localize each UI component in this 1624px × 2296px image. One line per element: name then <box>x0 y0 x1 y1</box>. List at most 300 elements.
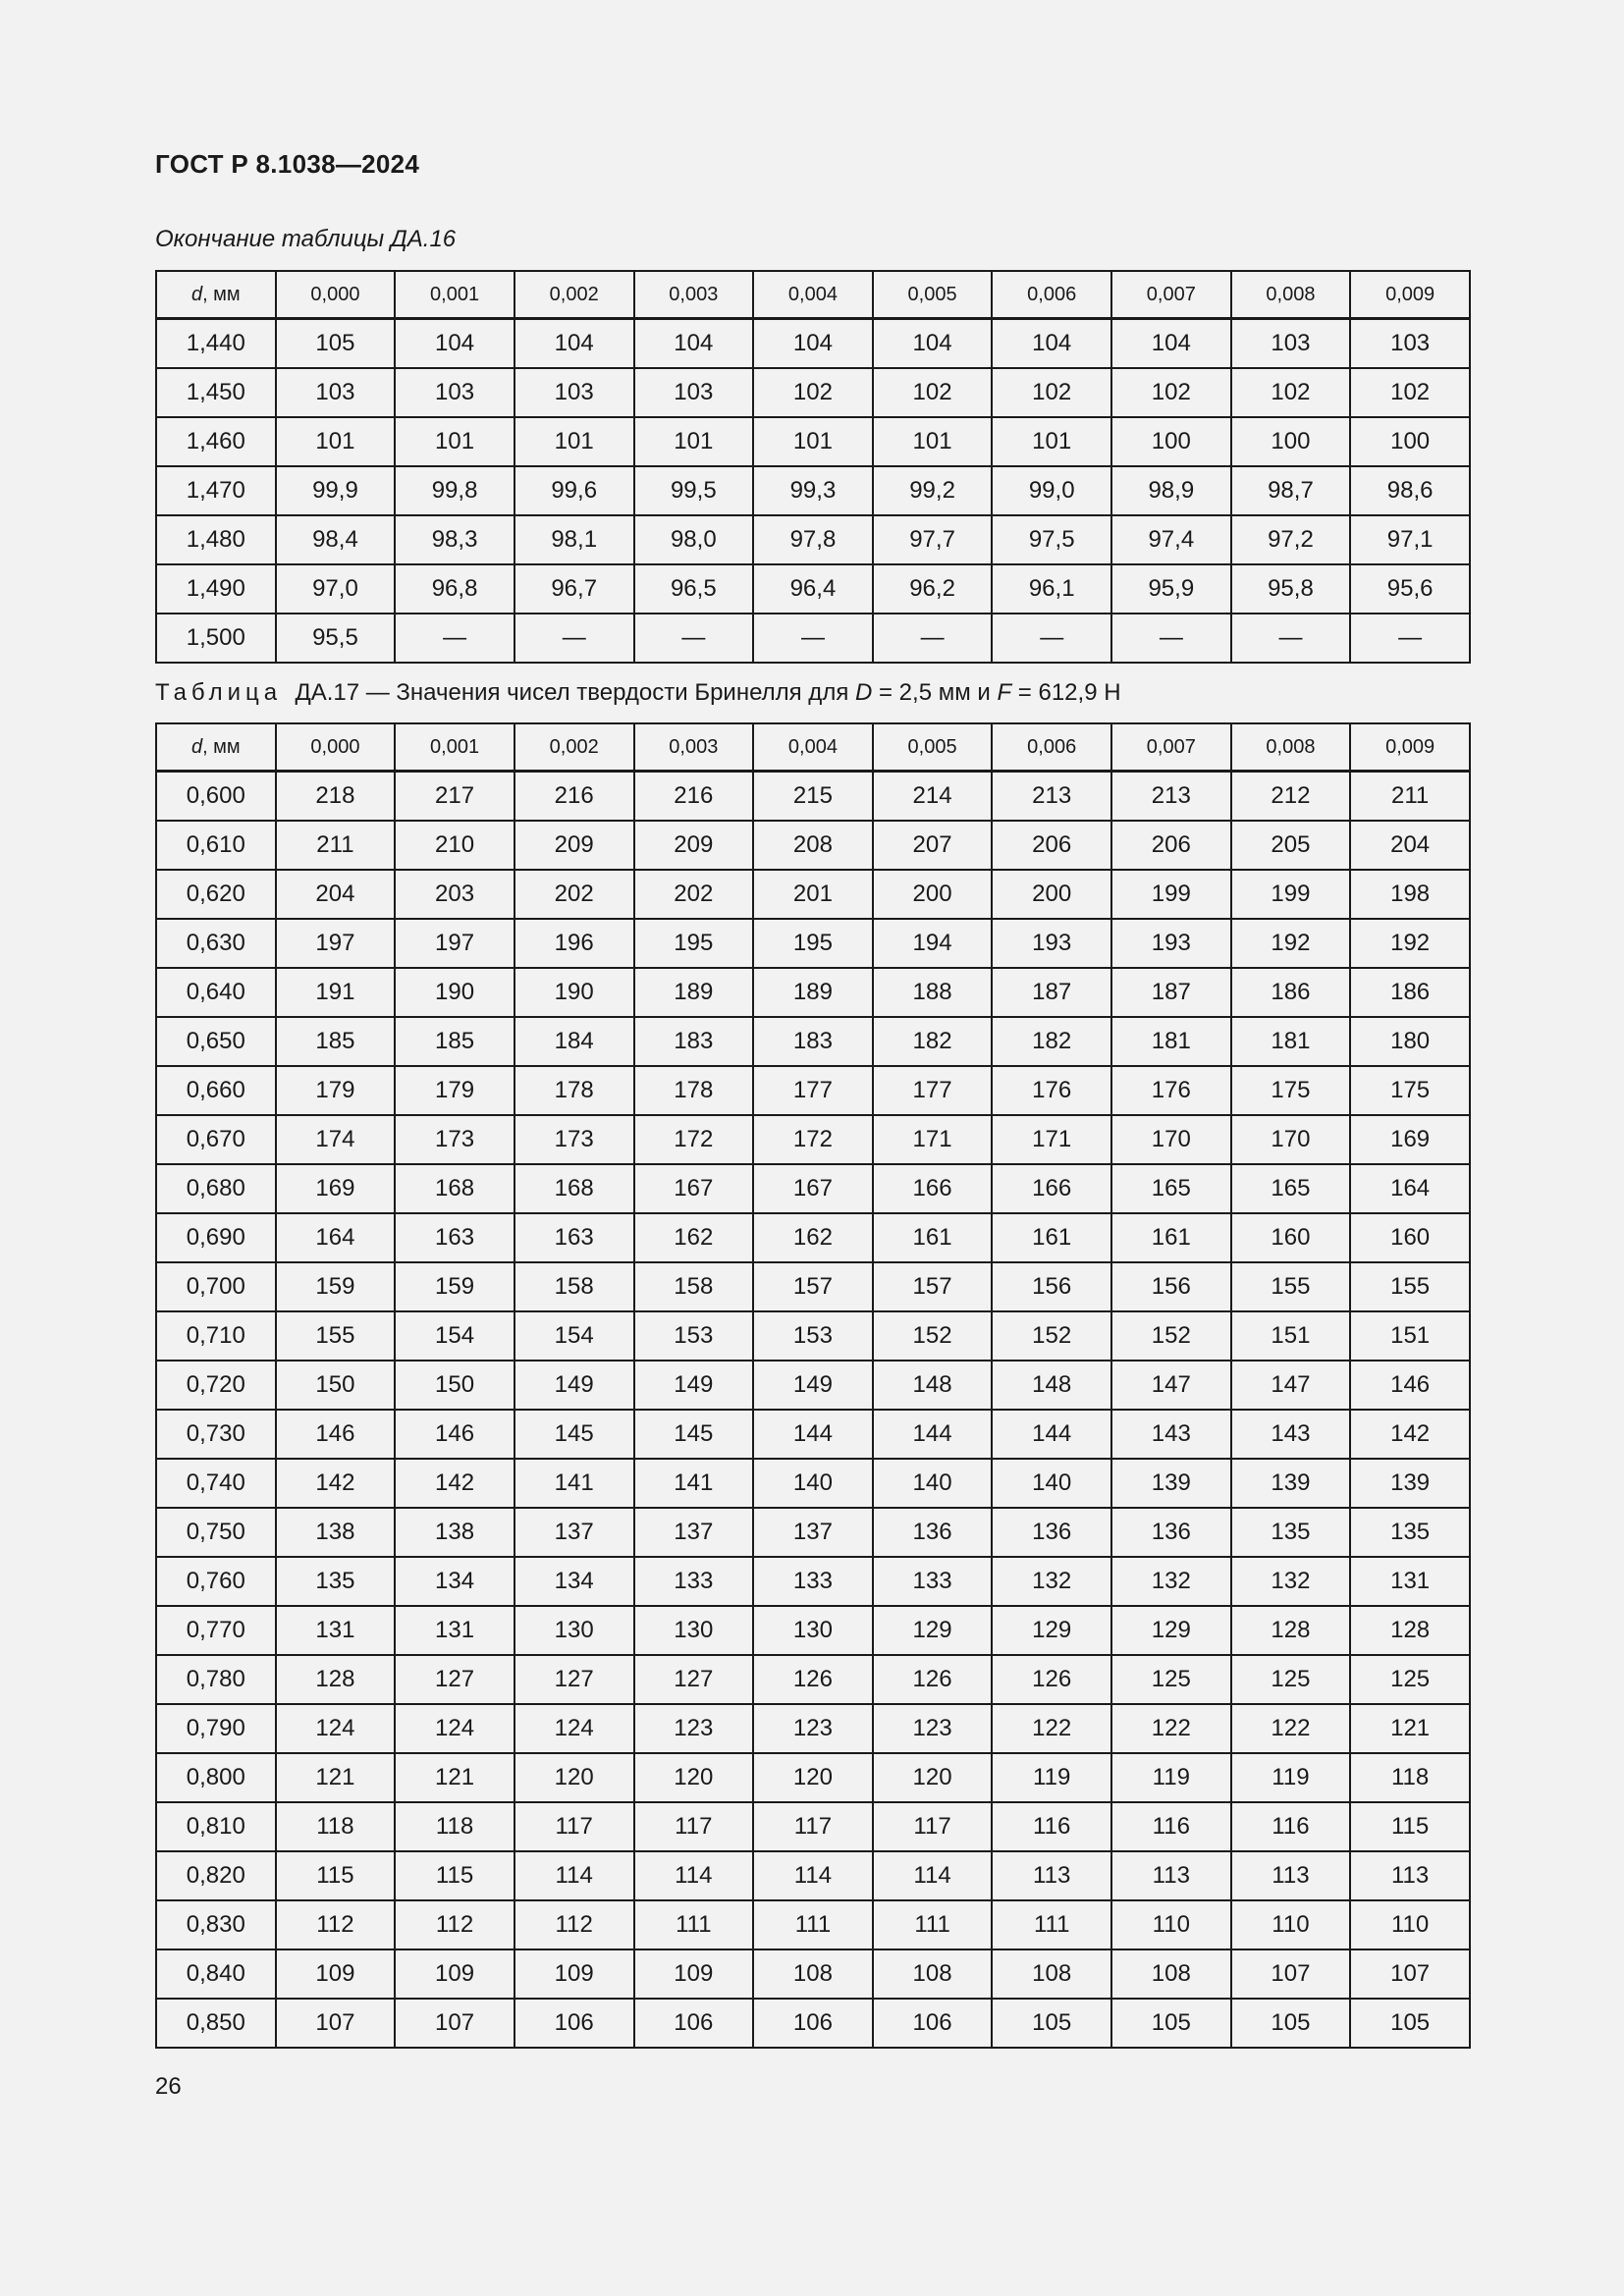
table-cell: 201 <box>753 870 873 919</box>
row-label-d: 0,770 <box>156 1606 276 1655</box>
table-cell: 160 <box>1350 1213 1470 1262</box>
table-cell: 123 <box>873 1704 993 1753</box>
table-17-title-text-3: = 612,9 Н <box>1011 679 1121 706</box>
table-cell: 151 <box>1350 1311 1470 1361</box>
table-cell: 106 <box>753 1999 873 2048</box>
table-cell: 124 <box>514 1704 634 1753</box>
table-cell: 119 <box>992 1753 1111 1802</box>
table-cell: 131 <box>1350 1557 1470 1606</box>
table-cell: 199 <box>1111 870 1231 919</box>
table-cell: 103 <box>514 368 634 417</box>
table-cell: — <box>1111 614 1231 663</box>
table-cell: — <box>1350 614 1470 663</box>
table-cell: — <box>634 614 754 663</box>
table-row <box>156 1164 1470 1213</box>
table-cell: 173 <box>514 1115 634 1164</box>
table-cell: 109 <box>514 1949 634 1999</box>
row-label-d: 1,440 <box>156 319 276 369</box>
table-cell: 196 <box>514 919 634 968</box>
table-cell: 156 <box>1111 1262 1231 1311</box>
table-row <box>156 1999 1470 2048</box>
table-cell: 99,3 <box>753 466 873 515</box>
table-cell: 175 <box>1350 1066 1470 1115</box>
table-cell: 96,5 <box>634 564 754 614</box>
table-cell: 104 <box>514 319 634 369</box>
column-header: 0,002 <box>514 723 634 772</box>
table-cell: 113 <box>1350 1851 1470 1900</box>
row-label-d: 0,810 <box>156 1802 276 1851</box>
column-header: 0,006 <box>992 271 1111 319</box>
table-16-head <box>156 271 1470 319</box>
table-cell: 99,2 <box>873 466 993 515</box>
table-cell: 111 <box>992 1900 1111 1949</box>
table-cell: 104 <box>992 319 1111 369</box>
table-cell: 97,0 <box>276 564 396 614</box>
table-cell: 188 <box>873 968 993 1017</box>
table-cell: 143 <box>1111 1410 1231 1459</box>
table-cell: 139 <box>1231 1459 1351 1508</box>
table-cell: 108 <box>873 1949 993 1999</box>
row-label-d: 0,730 <box>156 1410 276 1459</box>
table-cell: 124 <box>395 1704 514 1753</box>
table-cell: 167 <box>634 1164 754 1213</box>
table-cell: 102 <box>753 368 873 417</box>
table-cell: 183 <box>753 1017 873 1066</box>
table-cell: 144 <box>992 1410 1111 1459</box>
table-cell: 180 <box>1350 1017 1470 1066</box>
table-cell: 102 <box>1350 368 1470 417</box>
row-label-d: 0,610 <box>156 821 276 870</box>
header-row <box>156 271 1470 319</box>
table-row <box>156 1115 1470 1164</box>
table-cell: 203 <box>395 870 514 919</box>
table-row <box>156 1851 1470 1900</box>
table-cell: 174 <box>276 1115 396 1164</box>
table-row <box>156 1213 1470 1262</box>
table-cell: 98,1 <box>514 515 634 564</box>
table-17-head <box>156 723 1470 772</box>
table-cell: 150 <box>395 1361 514 1410</box>
table-cell: 117 <box>753 1802 873 1851</box>
table-row <box>156 564 1470 614</box>
table-cell: 99,5 <box>634 466 754 515</box>
table-cell: 96,4 <box>753 564 873 614</box>
table-cell: 119 <box>1111 1753 1231 1802</box>
table-cell: 141 <box>634 1459 754 1508</box>
table-cell: 151 <box>1231 1311 1351 1361</box>
table-cell: 210 <box>395 821 514 870</box>
table-cell: 186 <box>1231 968 1351 1017</box>
table-cell: 104 <box>1111 319 1231 369</box>
table-cell: 136 <box>873 1508 993 1557</box>
row-label-d: 0,850 <box>156 1999 276 2048</box>
table-17-body <box>156 772 1470 2049</box>
table-cell: 107 <box>1231 1949 1351 1999</box>
table-cell: 105 <box>276 319 396 369</box>
table-cell: 159 <box>276 1262 396 1311</box>
table-cell: 150 <box>276 1361 396 1410</box>
table-16 <box>155 270 1471 664</box>
table-cell: 99,8 <box>395 466 514 515</box>
table-cell: 104 <box>634 319 754 369</box>
column-header: 0,009 <box>1350 271 1470 319</box>
table-cell: 101 <box>276 417 396 466</box>
table-cell: 107 <box>276 1999 396 2048</box>
table-cell: 131 <box>276 1606 396 1655</box>
table-cell: 100 <box>1350 417 1470 466</box>
row-label-d: 0,780 <box>156 1655 276 1704</box>
table-cell: 105 <box>1350 1999 1470 2048</box>
table-17-title <box>155 679 1121 707</box>
table-cell: 121 <box>1350 1704 1470 1753</box>
column-header: 0,008 <box>1231 271 1351 319</box>
row-label-d: 0,710 <box>156 1311 276 1361</box>
table-row <box>156 1361 1470 1410</box>
table-cell: 99,6 <box>514 466 634 515</box>
table-cell: 148 <box>873 1361 993 1410</box>
table-cell: 102 <box>1231 368 1351 417</box>
table-cell: 120 <box>753 1753 873 1802</box>
table-cell: 116 <box>992 1802 1111 1851</box>
table-row <box>156 368 1470 417</box>
table-cell: 213 <box>1111 772 1231 822</box>
row-label-d: 1,490 <box>156 564 276 614</box>
table-cell: 205 <box>1231 821 1351 870</box>
table-cell: 187 <box>992 968 1111 1017</box>
row-label-d: 0,650 <box>156 1017 276 1066</box>
table-row <box>156 870 1470 919</box>
table-cell: 163 <box>395 1213 514 1262</box>
table-cell: 140 <box>992 1459 1111 1508</box>
table-cell: 130 <box>753 1606 873 1655</box>
table-cell: 97,7 <box>873 515 993 564</box>
table-cell: 135 <box>276 1557 396 1606</box>
table-cell: 169 <box>1350 1115 1470 1164</box>
table-cell: 170 <box>1111 1115 1231 1164</box>
row-label-d: 0,840 <box>156 1949 276 1999</box>
table-cell: 113 <box>1231 1851 1351 1900</box>
table-row <box>156 1753 1470 1802</box>
table-cell: 114 <box>514 1851 634 1900</box>
table-cell: 137 <box>753 1508 873 1557</box>
column-header-d <box>156 271 276 319</box>
table-cell: 206 <box>992 821 1111 870</box>
table-cell: — <box>753 614 873 663</box>
table-cell: 103 <box>1350 319 1470 369</box>
table-cell: 114 <box>634 1851 754 1900</box>
table-cell: 171 <box>992 1115 1111 1164</box>
table-cell: 101 <box>514 417 634 466</box>
table-cell: 104 <box>873 319 993 369</box>
column-header: 0,003 <box>634 271 754 319</box>
table-row <box>156 1311 1470 1361</box>
table-cell: 139 <box>1111 1459 1231 1508</box>
table-cell: 216 <box>634 772 754 822</box>
table-cell: 153 <box>634 1311 754 1361</box>
table-cell: 115 <box>1350 1802 1470 1851</box>
table-row <box>156 968 1470 1017</box>
table-cell: 200 <box>992 870 1111 919</box>
row-label-d: 1,480 <box>156 515 276 564</box>
table-cell: 146 <box>1350 1361 1470 1410</box>
table-cell: 120 <box>634 1753 754 1802</box>
table-cell: — <box>514 614 634 663</box>
table-row <box>156 1017 1470 1066</box>
column-header: 0,004 <box>753 723 873 772</box>
table-cell: — <box>395 614 514 663</box>
table-cell: 111 <box>634 1900 754 1949</box>
table-cell: 104 <box>753 319 873 369</box>
table-cell: 95,8 <box>1231 564 1351 614</box>
table-cell: 117 <box>873 1802 993 1851</box>
table-cell: 144 <box>753 1410 873 1459</box>
table-cell: 148 <box>992 1361 1111 1410</box>
table-cell: 105 <box>1111 1999 1231 2048</box>
table-cell: 140 <box>753 1459 873 1508</box>
table-cell: 158 <box>514 1262 634 1311</box>
table-row <box>156 1066 1470 1115</box>
column-header-d-var: d <box>190 284 203 305</box>
row-label-d: 0,670 <box>156 1115 276 1164</box>
table-cell: 147 <box>1111 1361 1231 1410</box>
table-cell: 106 <box>873 1999 993 2048</box>
table-cell: 125 <box>1111 1655 1231 1704</box>
table-cell: 177 <box>873 1066 993 1115</box>
table-cell: 132 <box>1231 1557 1351 1606</box>
table-17-title-number: ДА.17 <box>295 679 360 706</box>
table-cell: 95,5 <box>276 614 396 663</box>
table-cell: 193 <box>1111 919 1231 968</box>
table-row <box>156 1606 1470 1655</box>
column-header: 0,006 <box>992 723 1111 772</box>
table-cell: 183 <box>634 1017 754 1066</box>
table-cell: 120 <box>873 1753 993 1802</box>
table-cell: — <box>873 614 993 663</box>
table-cell: 121 <box>395 1753 514 1802</box>
table-cell: 106 <box>514 1999 634 2048</box>
table-cell: 215 <box>753 772 873 822</box>
table-cell: 186 <box>1350 968 1470 1017</box>
table-cell: — <box>992 614 1111 663</box>
table-cell: 187 <box>1111 968 1231 1017</box>
table-cell: 152 <box>1111 1311 1231 1361</box>
row-label-d: 0,690 <box>156 1213 276 1262</box>
table-cell: 193 <box>992 919 1111 968</box>
table-cell: 102 <box>1111 368 1231 417</box>
table-cell: 169 <box>276 1164 396 1213</box>
table-cell: 116 <box>1111 1802 1231 1851</box>
table-row <box>156 1900 1470 1949</box>
table-row <box>156 1459 1470 1508</box>
table-row <box>156 1655 1470 1704</box>
table-cell: 122 <box>1111 1704 1231 1753</box>
table-cell: 136 <box>992 1508 1111 1557</box>
table-cell: 192 <box>1350 919 1470 968</box>
table-cell: 122 <box>992 1704 1111 1753</box>
table-cell: 149 <box>753 1361 873 1410</box>
column-header: 0,004 <box>753 271 873 319</box>
table-cell: 101 <box>753 417 873 466</box>
table-cell: 164 <box>1350 1164 1470 1213</box>
table-row <box>156 1262 1470 1311</box>
table-cell: 152 <box>873 1311 993 1361</box>
table-cell: 209 <box>514 821 634 870</box>
table-cell: 129 <box>1111 1606 1231 1655</box>
table-cell: 160 <box>1231 1213 1351 1262</box>
table-cell: 135 <box>1350 1508 1470 1557</box>
table-cell: 98,9 <box>1111 466 1231 515</box>
column-header: 0,005 <box>873 271 993 319</box>
table-cell: 101 <box>873 417 993 466</box>
table-row <box>156 1949 1470 1999</box>
row-label-d: 0,760 <box>156 1557 276 1606</box>
table-cell: 114 <box>873 1851 993 1900</box>
column-header: 0,001 <box>395 271 514 319</box>
table-cell: 142 <box>395 1459 514 1508</box>
table-cell: 126 <box>873 1655 993 1704</box>
table-cell: 179 <box>276 1066 396 1115</box>
table-cell: — <box>1231 614 1351 663</box>
table-cell: 95,6 <box>1350 564 1470 614</box>
table-cell: 133 <box>634 1557 754 1606</box>
table-cell: 121 <box>276 1753 396 1802</box>
table-cell: 126 <box>992 1655 1111 1704</box>
table-cell: 181 <box>1231 1017 1351 1066</box>
table-row <box>156 417 1470 466</box>
table-cell: 100 <box>1111 417 1231 466</box>
table-cell: 190 <box>514 968 634 1017</box>
table-cell: 134 <box>395 1557 514 1606</box>
table-cell: 96,1 <box>992 564 1111 614</box>
table-cell: 192 <box>1231 919 1351 968</box>
table-cell: 95,9 <box>1111 564 1231 614</box>
table-cell: 97,5 <box>992 515 1111 564</box>
table-cell: 116 <box>1231 1802 1351 1851</box>
column-header: 0,007 <box>1111 723 1231 772</box>
table-cell: 103 <box>634 368 754 417</box>
table-cell: 112 <box>276 1900 396 1949</box>
table-cell: 213 <box>992 772 1111 822</box>
table-cell: 133 <box>753 1557 873 1606</box>
table-cell: 133 <box>873 1557 993 1606</box>
table-cell: 135 <box>1231 1508 1351 1557</box>
table-cell: 110 <box>1350 1900 1470 1949</box>
column-header: 0,003 <box>634 723 754 772</box>
table-cell: 191 <box>276 968 396 1017</box>
table-cell: 132 <box>992 1557 1111 1606</box>
table-cell: 217 <box>395 772 514 822</box>
table-cell: 165 <box>1231 1164 1351 1213</box>
table-16-body <box>156 319 1470 664</box>
table-cell: 97,4 <box>1111 515 1231 564</box>
table-cell: 197 <box>276 919 396 968</box>
table-cell: 138 <box>395 1508 514 1557</box>
table-cell: 123 <box>753 1704 873 1753</box>
table-row <box>156 1557 1470 1606</box>
table-row <box>156 1802 1470 1851</box>
table-cell: 168 <box>514 1164 634 1213</box>
table-cell: 155 <box>1231 1262 1351 1311</box>
table-cell: 154 <box>395 1311 514 1361</box>
table-cell: 99,0 <box>992 466 1111 515</box>
table-cell: 111 <box>873 1900 993 1949</box>
table-cell: 157 <box>873 1262 993 1311</box>
table-cell: 167 <box>753 1164 873 1213</box>
table-cell: 184 <box>514 1017 634 1066</box>
table-cell: 97,8 <box>753 515 873 564</box>
row-label-d: 0,630 <box>156 919 276 968</box>
table-cell: 118 <box>395 1802 514 1851</box>
row-label-d: 1,460 <box>156 417 276 466</box>
table-cell: 165 <box>1111 1164 1231 1213</box>
table-cell: 185 <box>395 1017 514 1066</box>
table-cell: 100 <box>1231 417 1351 466</box>
column-header-d <box>156 723 276 772</box>
table-cell: 161 <box>992 1213 1111 1262</box>
row-label-d: 0,700 <box>156 1262 276 1311</box>
table-cell: 102 <box>992 368 1111 417</box>
table-cell: 108 <box>1111 1949 1231 1999</box>
table-cell: 143 <box>1231 1410 1351 1459</box>
table-cell: 113 <box>992 1851 1111 1900</box>
table-16-continuation-caption: Окончание таблицы ДА.16 <box>155 226 457 252</box>
table-cell: 140 <box>873 1459 993 1508</box>
table-cell: 157 <box>753 1262 873 1311</box>
table-17-title-text-2: = 2,5 мм и <box>872 679 998 706</box>
table-cell: 97,2 <box>1231 515 1351 564</box>
row-label-d: 0,790 <box>156 1704 276 1753</box>
table-cell: 173 <box>395 1115 514 1164</box>
table-cell: 163 <box>514 1213 634 1262</box>
table-cell: 152 <box>992 1311 1111 1361</box>
table-cell: 131 <box>395 1606 514 1655</box>
table-cell: 123 <box>634 1704 754 1753</box>
table-cell: 112 <box>514 1900 634 1949</box>
table-cell: 164 <box>276 1213 396 1262</box>
row-label-d: 0,820 <box>156 1851 276 1900</box>
table-cell: 212 <box>1231 772 1351 822</box>
table-cell: 195 <box>634 919 754 968</box>
table-cell: 113 <box>1111 1851 1231 1900</box>
table-cell: 202 <box>634 870 754 919</box>
header-row <box>156 723 1470 772</box>
table-cell: 162 <box>753 1213 873 1262</box>
table-cell: 175 <box>1231 1066 1351 1115</box>
table-cell: 134 <box>514 1557 634 1606</box>
row-label-d: 0,740 <box>156 1459 276 1508</box>
table-cell: 199 <box>1231 870 1351 919</box>
column-header: 0,002 <box>514 271 634 319</box>
table-cell: 106 <box>634 1999 754 2048</box>
table-cell: 162 <box>634 1213 754 1262</box>
table-cell: 127 <box>514 1655 634 1704</box>
table-cell: 119 <box>1231 1753 1351 1802</box>
table-cell: 107 <box>1350 1949 1470 1999</box>
table-cell: 200 <box>873 870 993 919</box>
table-17-title-var-d: D <box>854 679 873 706</box>
table-cell: 108 <box>753 1949 873 1999</box>
table-cell: 195 <box>753 919 873 968</box>
table-cell: 146 <box>395 1410 514 1459</box>
table-cell: 107 <box>395 1999 514 2048</box>
table-cell: 98,0 <box>634 515 754 564</box>
table-cell: 153 <box>753 1311 873 1361</box>
table-cell: 109 <box>395 1949 514 1999</box>
table-cell: 179 <box>395 1066 514 1115</box>
table-cell: 111 <box>753 1900 873 1949</box>
table-cell: 216 <box>514 772 634 822</box>
table-cell: 132 <box>1111 1557 1231 1606</box>
